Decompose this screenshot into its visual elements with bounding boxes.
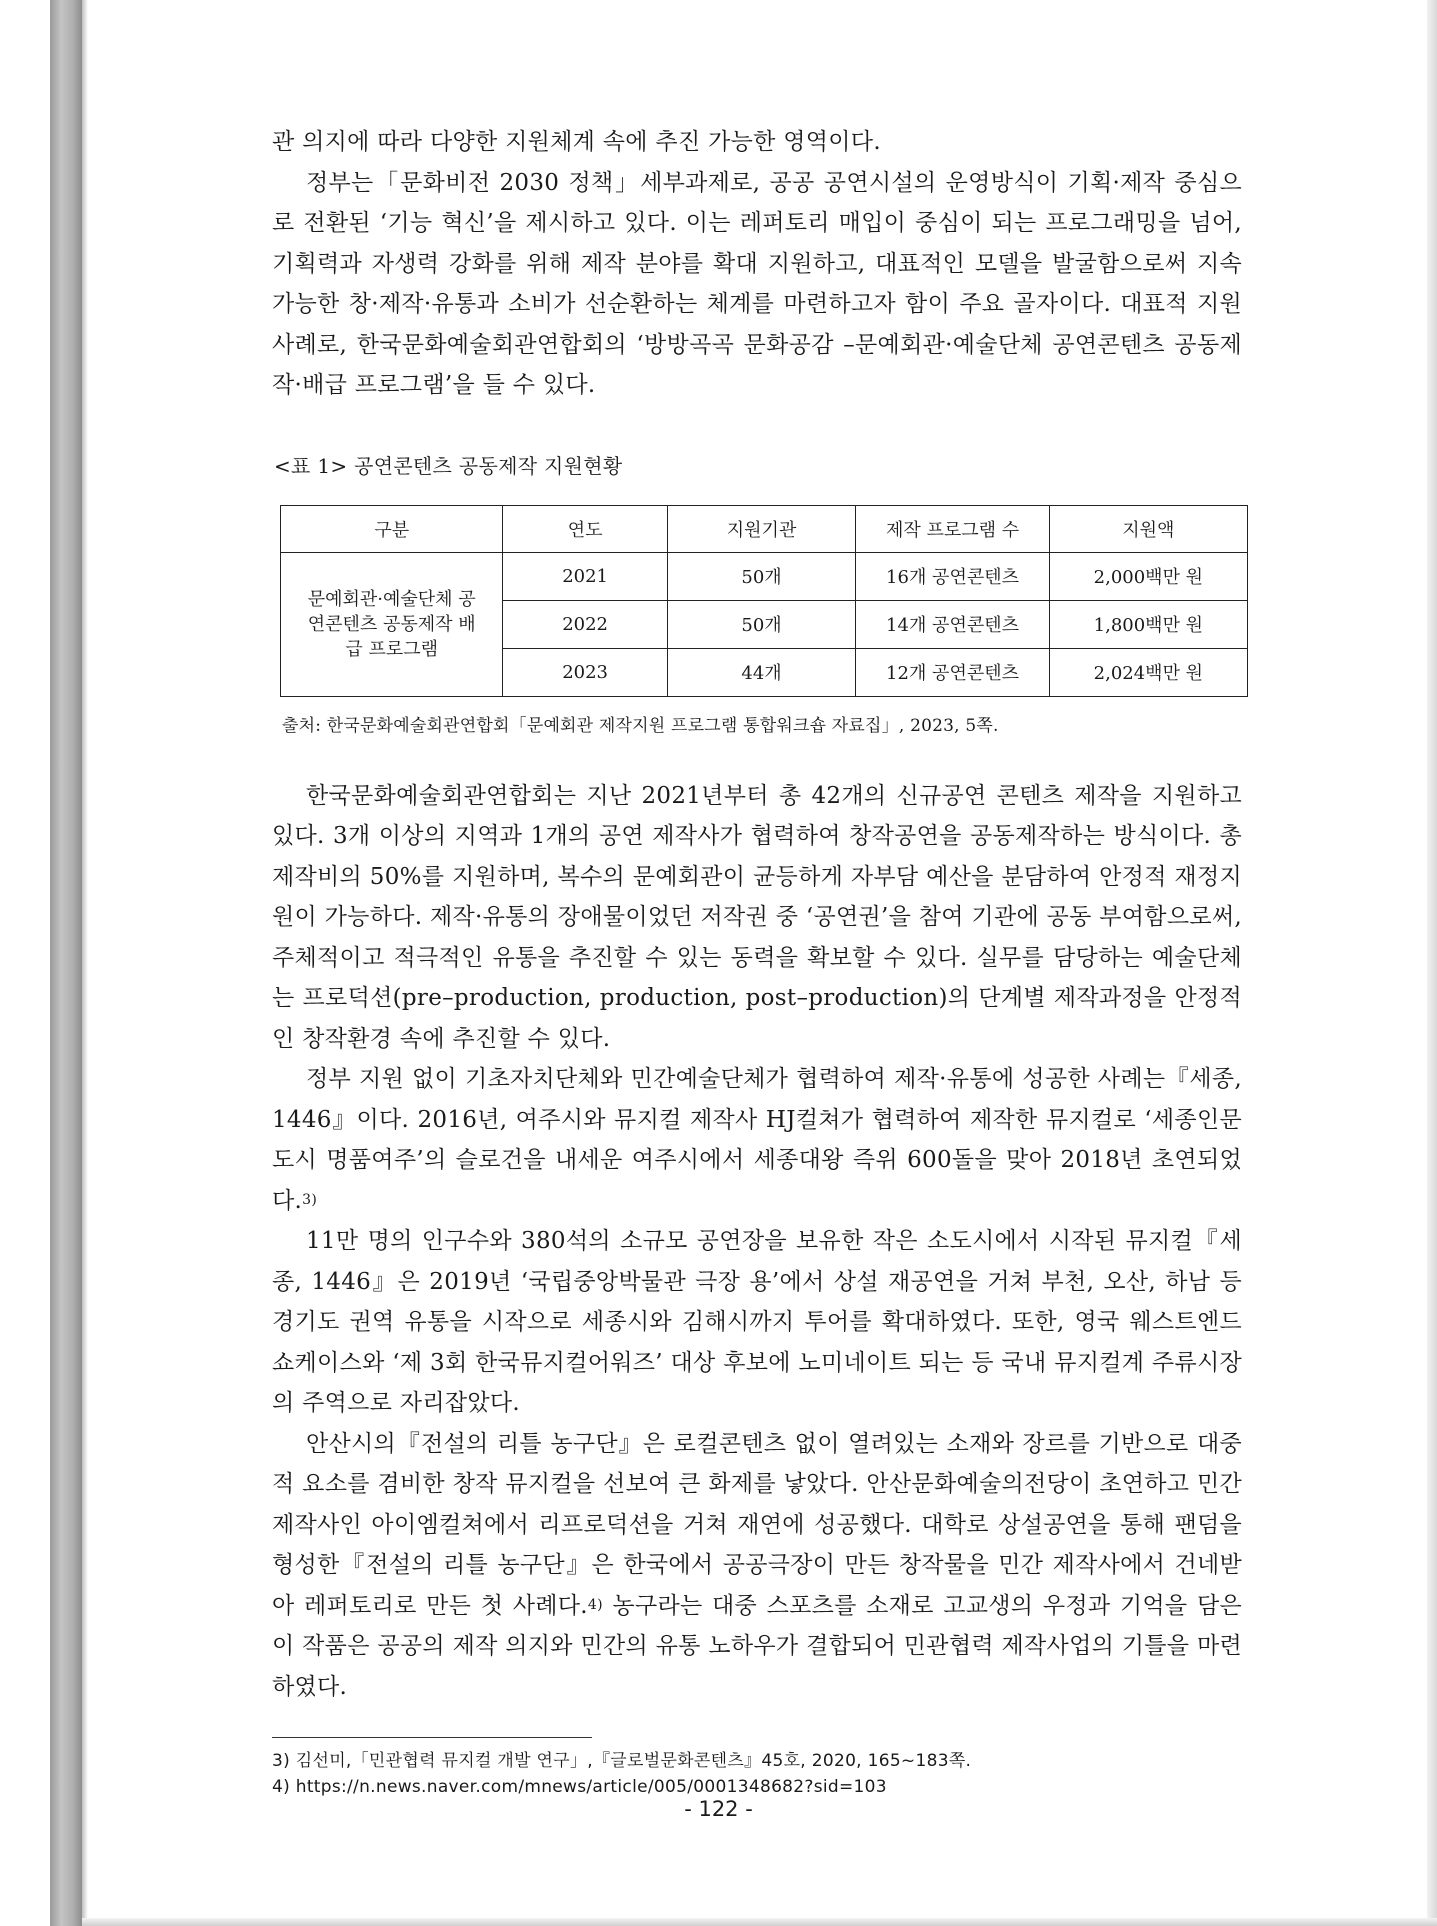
table-header-cell: 구분 xyxy=(281,505,503,552)
footnote-mark: 4) xyxy=(587,1596,603,1613)
table-header-cell: 연도 xyxy=(503,505,667,552)
page-right-shadow xyxy=(1427,0,1437,1926)
paragraph-text: 농구라는 대중 스포츠를 소재로 고교생의 우정과 기억을 담은 이 작품은 공공의 제작 의지와 민간의 유통 노하우가 결합되어 민관협력 제작사업의 기틀을 마련하였다. xyxy=(272,1592,1242,1700)
table-caption: <표 1> 공연콘텐츠 공동제작 지원현황 xyxy=(274,453,623,478)
table-cell: 2,000백만 원 xyxy=(1049,552,1247,600)
table-header-cell: 지원액 xyxy=(1049,505,1247,552)
page-number: - 122 - xyxy=(684,1797,753,1821)
paragraph-sejong-1446 xyxy=(272,1059,1242,1221)
table-cell: 14개 공연콘텐츠 xyxy=(856,600,1049,648)
table-row-header xyxy=(281,552,503,696)
table-source: 출처: 한국문화예술회관연합회「문예회관 제작지원 프로그램 통합워크숍 자료집」, 2023, 5쪽. xyxy=(282,715,999,736)
spacer xyxy=(272,736,1242,776)
table-header-cell: 제작 프로그램 수 xyxy=(856,505,1049,552)
paragraph-culture-vision: 정부는「문화비전 2030 정책」세부과제로, 공공 공연시설의 운영방식이 기획·제작 중심으로 전환된 ‘기능 혁신’을 제시하고 있다. 이는 레퍼토리 매입이 중심이 되는 프로그래밍을 넘어, 기획력과 자생력 강화를 위해 제작 분야를 확대 지원하고, 대표적인 모델을 발굴함으로써 지속 가능한 창·제작·유통과 소비가 선순환하는 체계를 마련하고자 함이 주요 골자이다. 대표적 지원사례로, 한국문화예술회관연합회의 ‘방방곡곡 문화공감 –문예회관·예술단체 공연콘텐츠 공동제작·배급 프로그램’을 들 수 있다. xyxy=(272,169,1242,398)
table-cell: 1,800백만 원 xyxy=(1049,600,1247,648)
page-edge-shadow xyxy=(50,0,82,1926)
page-bottom-shadow xyxy=(82,1918,1437,1926)
table-cell: 2023 xyxy=(503,648,667,696)
table-cell: 2,024백만 원 xyxy=(1049,648,1247,696)
paragraph-little-basketball xyxy=(272,1424,1242,1708)
table-header-cell: 지원기관 xyxy=(667,505,856,552)
table-cell: 2022 xyxy=(503,600,667,648)
footnote-4: 4) https://n.news.naver.com/mnews/article/005/0001348682?sid=103 xyxy=(272,1777,887,1797)
table-header-row xyxy=(281,505,1248,552)
footnote-mark: 3) xyxy=(302,1191,318,1208)
table-cell: 44개 xyxy=(667,648,856,696)
paragraph-text: 정부 지원 없이 기초자치단체와 민간예술단체가 협력하여 제작·유통에 성공한 사례는『세종, 1446』이다. 2016년, 여주시와 뮤지컬 제작사 HJ컬쳐가 협력하여 제작한 뮤지컬로 ‘세종인문도시 명품여주’의 슬로건을 내세운 여주시에서 세종대왕 즉위 600돌을 맞아 2018년 초연되었다. xyxy=(272,1066,1242,1214)
footnote-3: 3) 김선미,「민관협력 뮤지컬 개발 연구」,『글로벌문화콘텐츠』45호, 2020, 165~183쪽. xyxy=(272,1751,972,1771)
table-cell: 16개 공연콘텐츠 xyxy=(856,552,1049,600)
support-status-table xyxy=(280,505,1248,697)
page-content xyxy=(272,122,1242,1800)
table-cell: 50개 xyxy=(667,552,856,600)
table-row xyxy=(281,552,1248,600)
paragraph-kaca-support: 한국문화예술회관연합회는 지난 2021년부터 총 42개의 신규공연 콘텐츠 제작을 지원하고 있다. 3개 이상의 지역과 1개의 공연 제작사가 협력하여 창작공연을 공동제작하는 방식이다. 총제작비의 50%를 지원하며, 복수의 문예회관이 균등하게 자부담 예산을 분담하여 안정적 재정지원이 가능하다. 제작·유통의 장애물이었던 저작권 중 ‘공연권’을 참여 기관에 공동 부여함으로써, 주체적이고 적극적인 유통을 추진할 수 있는 동력을 확보할 수 있다. 실무를 담당하는 예술단체는 프로덕션(pre–production, production, post–production)의 단계별 제작과정을 안정적인 창작환경 속에 추진할 수 있다. xyxy=(272,782,1242,1052)
footnote-divider xyxy=(272,1737,592,1738)
paragraph-text: 안산시의『전설의 리틀 농구단』은 로컬콘텐츠 없이 열려있는 소재와 장르를 기반으로 대중적 요소를 겸비한 창작 뮤지컬을 선보여 큰 화제를 낳았다. 안산문화예술의전당이 초연하고 민간 제작사인 아이엠컬쳐에서 리프로덕션을 거쳐 재연에 성공했다. 대학로 상설공연을 통해 팬덤을 형성한『전설의 리틀 농구단』은 한국에서 공공극장이 만든 창작물을 민간 제작사에서 건네받아 레퍼토리로 만든 첫 사례다. xyxy=(272,1430,1242,1619)
paragraph-continued: 관 의지에 따라 다양한 지원체계 속에 추진 가능한 영역이다. xyxy=(272,129,881,155)
table-cell: 50개 xyxy=(667,600,856,648)
paragraph-sejong-tour: 11만 명의 인구수와 380석의 소규모 공연장을 보유한 작은 소도시에서 시작된 뮤지컬『세종, 1446』은 2019년 ‘국립중앙박물관 극장 용’에서 상설 재공연을 거쳐 부천, 오산, 하남 등 경기도 권역 유통을 시작으로 세종시와 김해시까지 투어를 확대하였다. 또한, 영국 웨스트엔드 쇼케이스와 ‘제 3회 한국뮤지컬어워즈’ 대상 후보에 노미네이트 되는 등 국내 뮤지컬계 주류시장의 주역으로 자리잡았다. xyxy=(272,1228,1242,1416)
table-cell: 2021 xyxy=(503,552,667,600)
table-row-header-text: 문예회관·예술단체 공연콘텐츠 공동제작 배급 프로그램 xyxy=(307,588,476,660)
table-cell: 12개 공연콘텐츠 xyxy=(856,648,1049,696)
